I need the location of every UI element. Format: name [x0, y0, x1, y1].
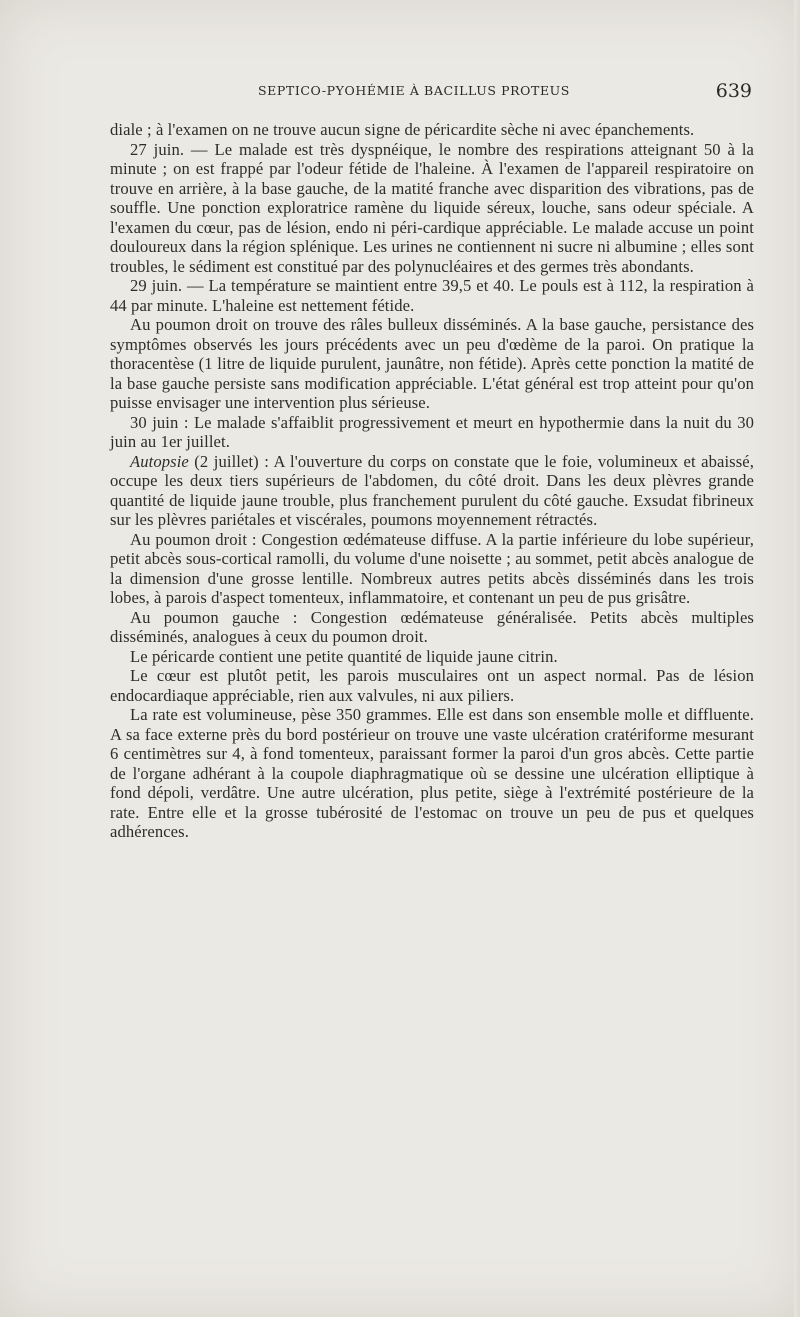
paragraph-27-juin: 27 juin. — Le malade est très dyspnéique, le nombre des respirations atteignant 50 à la minute ; on est frappé par l'odeur fétide de l'haleine. À l'examen de l'appareil respiratoire on trouve en arrière, à la base gauche, de la matité franche avec disparition des vibrations, pas de souffle. Une ponction exploratrice ramène du liquide séreux, louche, sans odeur spéciale. A l'examen du cœur, pas de lésion, endo ni péri-cardique appréciable. Le malade accuse un point douloureux dans la région splénique. Les urines ne contiennent ni sucre ni albumine ; elles sont troubles, le sédiment est constitué par des polynucléaires et des germes très abondants.: [110, 139, 754, 276]
paragraph-30-juin: 30 juin : Le malade s'affaiblit progressivement et meurt en hypothermie dans la nuit du 30 juin au 1er juillet.: [110, 412, 754, 451]
paragraph-29-juin: 29 juin. — La température se maintient entre 39,5 et 40. Le pouls est à 112, la respiration à 44 par minute. L'haleine est nettement fétide.: [110, 276, 754, 315]
paragraph-poumon-droit: Au poumon droit : Congestion œdémateuse diffuse. A la partie inférieure du lobe supérieur, petit abcès sous-cortical ramolli, du volume d'une noisette ; au sommet, petit abcès analogue de la dimension d'une grosse lentille. Nombreux autres petits abcès disséminés dans les trois lobes, à parois d'aspect tomenteux, inflammatoire, et contenant un peu de pus grisâtre.: [110, 529, 754, 607]
paragraph-continuation: diale ; à l'examen on ne trouve aucun signe de péricardite sèche ni avec épanchements.: [110, 120, 695, 139]
paragraph-autopsie: [110, 452, 754, 530]
paragraph-rate: La rate est volumineuse, pèse 350 grammes. Elle est dans son ensemble molle et diffluente. A sa face externe près du bord postérieur on trouve une vaste ulcération cratériforme mesurant 6 centimètres sur 4, à fond tomenteux, paraissant former la paroi d'un gros abcès. Cette partie de l'organe adhérant à la coupole diaphragmatique où se dessine une ulcération elliptique à fond dépoli, verdâtre. Une autre ulcération, plus petite, siège à l'extrémité postérieure de la rate. Entre elle et la grosse tubérosité de l'estomac on trouve un peu de pus et quelques adhérences.: [110, 705, 754, 841]
page-header: [108, 80, 756, 104]
paragraph-poumon-gauche: Au poumon gauche : Congestion œdémateuse généralisée. Petits abcès multiples disséminés, analogues à ceux du poumon droit.: [110, 607, 754, 646]
autopsy-text: (2 juillet) : A l'ouverture du corps on constate que le foie, volumineux et abaissé, occupe les deux tiers supérieurs de l'abdomen, du côté droit. Dans les deux plèvres grande quantité de liquide jaune trouble, plus franchement purulent du côté gauche. Exsudat fibrineux sur les plèvres pariétales et viscérales, poumons moyennement rétractés.: [110, 451, 754, 529]
paragraph-poumon-droit-rales: Au poumon droit on trouve des râles bulleux disséminés. A la base gauche, persistance des symptômes observés les jours précédents avec un peu d'œdème de la paroi. On pratique la thoracentèse (1 litre de liquide purulent, jaunâtre, non fétide). Après cette ponction la matité de la base gauche persiste sans modification appréciable. L'état général est trop atteint pour qu'on puisse envisager une intervention plus sérieuse.: [110, 315, 754, 412]
autopsy-label: Autopsie: [130, 451, 189, 471]
page-number: 639: [715, 80, 752, 102]
page-edge: [794, 0, 800, 1317]
paragraph-pericarde: Le péricarde contient une petite quantité de liquide jaune citrin.: [130, 646, 558, 666]
body-text: [110, 120, 754, 842]
running-title: SEPTICO-PYOHÉMIE À BACILLUS PROTEUS: [258, 83, 570, 98]
paragraph-coeur: Le cœur est plutôt petit, les parois musculaires ont un aspect normal. Pas de lésion endocardiaque appréciable, rien aux valvules, ni aux piliers.: [110, 666, 754, 705]
